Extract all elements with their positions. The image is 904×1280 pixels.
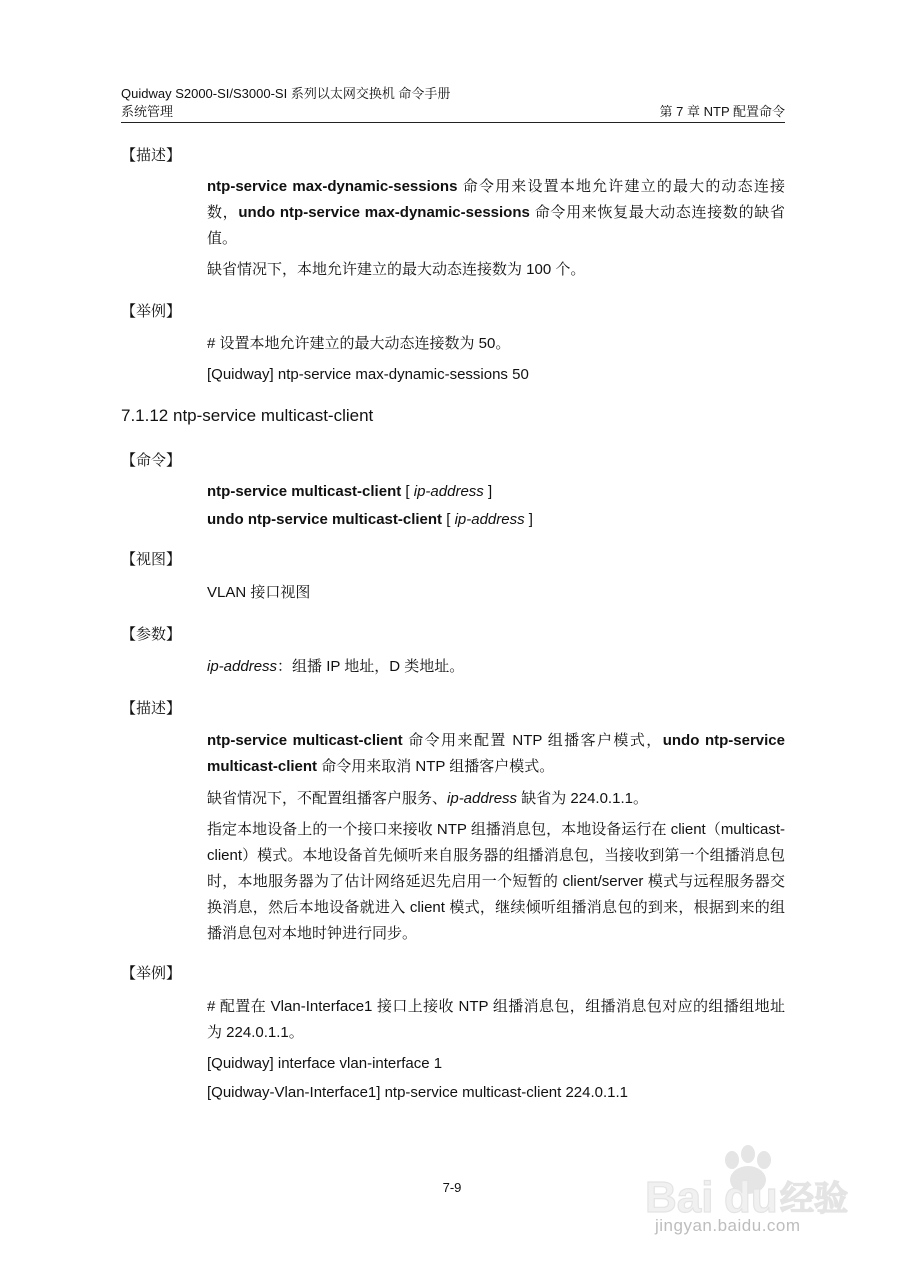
watermark-url: jingyan.baidu.com [655,1216,801,1235]
param-name: ip-address [207,658,278,675]
desc-text: 缺省情况下，不配置组播客户服务、 [207,790,448,807]
desc-paragraph-1 [207,174,785,252]
cmd-syntax-1 [207,479,785,505]
bracket: ] [483,483,493,500]
param-label: 【参数】 [121,626,182,643]
desc-paragraph-2: 缺省情况下，本地允许建立的最大动态连接数为 100 个。 [207,261,586,278]
cmd-arg: ip-address [413,483,484,500]
baidu-watermark-logo [640,1140,860,1260]
example-label-2: 【举例】 [121,965,182,982]
svg-text:Bai: Bai [645,1173,714,1222]
example-label-1: 【举例】 [121,303,182,320]
section-heading: 7.1.12 ntp-service multicast-client [121,406,374,425]
bracket: [ [401,483,414,500]
desc-text: 缺省为 224.0.1.1。 [517,790,648,807]
example-code-1: [Quidway] ntp-service max-dynamic-sessions 50 [207,366,529,383]
view-label: 【视图】 [121,551,182,568]
desc-paragraph-4 [207,786,785,812]
desc-paragraph-5: 指定本地设备上的一个接口来接收 NTP 组播消息包，本地设备运行在 client（multicast-client）模式。本地设备首先倾听来自服务器的组播消息包，当接收到第一个组播消息包时，本地服务器为了估计网络延迟先启用一个短暂的 client/server 模式与远程服务器交换消息，然后本地设备就进入 client 模式，继续倾听组播消息包的到来，根据到来的组播消息包对本地时钟进行同步。 [207,821,785,942]
cmd-name: ntp-service multicast-client [207,732,403,749]
desc-text: 命令用来配置 NTP 组播客户模式， [402,732,663,749]
param-name: ip-address [447,790,518,807]
bracket: ] [524,511,533,528]
page-number: 7-9 [442,1180,462,1195]
svg-text:du: du [724,1173,778,1222]
example-comment-2: # 配置在 Vlan-Interface1 接口上接收 NTP 组播消息包，组播消息包对应的组播组地址为 224.0.1.1。 [207,998,785,1041]
header-line [121,104,785,120]
desc-text: 命令用来恢复最大动态连接数的缺省值。 [207,204,785,247]
cmd-name: ntp-service max-dynamic-sessions [207,178,458,195]
desc-paragraph-3 [207,728,785,780]
desc-text: 命令用来取消 NTP 组播客户模式。 [317,758,555,775]
param-desc: ：组播 IP 地址，D 类地址。 [277,658,465,675]
header-chapter: 第 7 章 NTP 配置命令 [659,104,785,119]
example-code-2: [Quidway] interface vlan-interface 1 [207,1055,443,1072]
cmd-keyword: undo ntp-service multicast-client [207,511,443,528]
cmd-syntax-2 [207,507,785,533]
cmd-label: 【命令】 [121,452,182,469]
header-section: 系统管理 [121,104,174,119]
header-divider [121,122,785,123]
cmd-name: undo ntp-service multicast-client [207,732,785,775]
desc-label-2: 【描述】 [121,700,182,717]
header-title: Quidway S2000-SI/S3000-SI 系列以太网交换机 命令手册 [121,86,451,101]
cmd-keyword: ntp-service multicast-client [207,483,402,500]
bracket: [ [442,511,455,528]
example-comment-1: # 设置本地允许建立的最大动态连接数为 50。 [207,335,511,352]
param-value [207,654,785,680]
example-code-3: [Quidway-Vlan-Interface1] ntp-service multicast-client 224.0.1.1 [207,1084,629,1101]
cmd-name: undo ntp-service max-dynamic-sessions [238,204,530,221]
desc-label-1: 【描述】 [121,147,182,164]
desc-text: 命令用来设置本地允许建立的最大的动态连接数， [207,178,786,221]
cmd-arg: ip-address [454,511,525,528]
view-value: VLAN 接口视图 [207,584,311,601]
svg-text:经验: 经验 [780,1179,848,1219]
